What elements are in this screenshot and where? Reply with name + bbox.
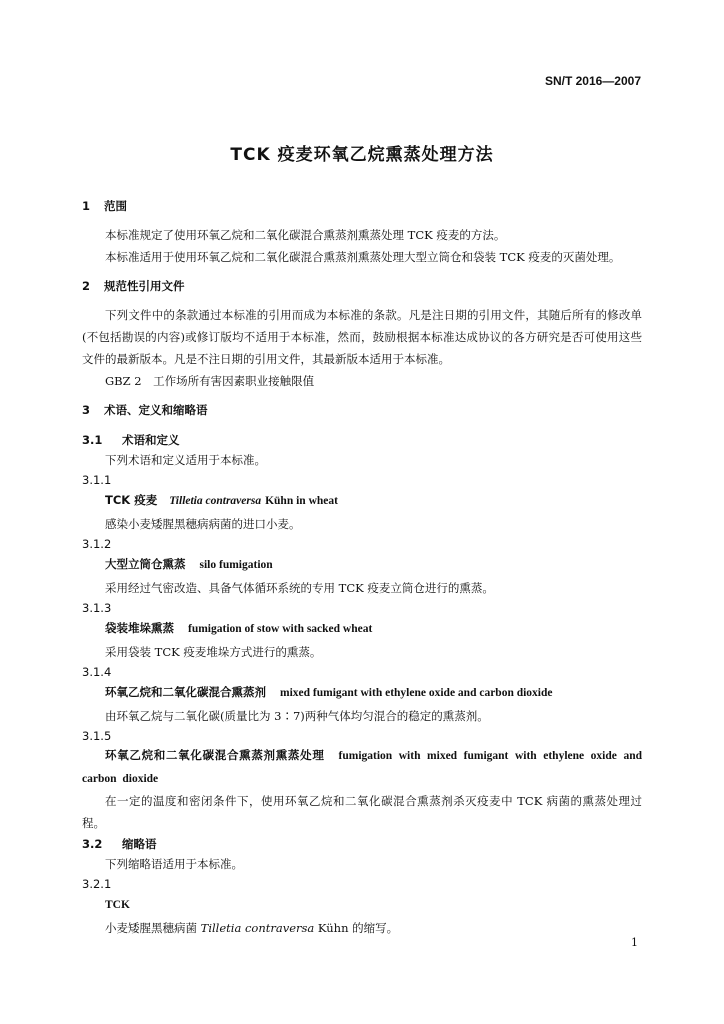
definition-text: 小麦矮腥黑穗病菌 — [105, 921, 201, 935]
term-latin: Tilletia contraversa — [169, 495, 262, 507]
term-definition: 采用经过气密改造、具备气体循环系统的专用 TCK 疫麦立筒仓进行的熏蒸。 — [105, 581, 494, 595]
term-entry-mixed-fumigant — [82, 680, 642, 704]
term-en: Kühn in wheat — [265, 495, 338, 507]
definition-text: Kühn 的缩写。 — [314, 921, 399, 935]
term-definition: 由环氧乙烷与二氧化碳(质量比为 3∶7)两种气体均匀混合的稳定的熏蒸剂。 — [105, 709, 489, 723]
abbreviations-intro: 下列缩略语适用于本标准。 — [105, 857, 243, 871]
section-number: 2 — [82, 279, 91, 293]
term-entry-mixed-fumigation — [57, 744, 642, 790]
term-number: 3.1.3 — [82, 601, 112, 615]
scope-paragraph-2: 本标准适用于使用环氧乙烷和二氧化碳混合熏蒸剂熏蒸处理大型立筒仓和袋装 TCK 疫麦的灭菌处理。 — [105, 250, 621, 264]
term-en: fumigation with mixed fumigant with ethylene oxide and carbon dioxide — [82, 750, 642, 785]
term-zh: 大型立筒仓熏蒸 — [105, 557, 186, 571]
term-en: silo fumigation — [199, 559, 273, 571]
term-number: 3.1.4 — [82, 665, 112, 679]
section-number: 3 — [82, 403, 91, 417]
scope-paragraph-1: 本标准规定了使用环氧乙烷和二氧化碳混合熏蒸剂熏蒸处理 TCK 疫麦的方法。 — [105, 228, 506, 242]
section-title: 术语、定义和缩略语 — [104, 403, 208, 417]
section-title: 规范性引用文件 — [104, 279, 185, 293]
terms-intro: 下列术语和定义适用于本标准。 — [105, 453, 266, 467]
term-number: 3.1.2 — [82, 537, 112, 551]
abbreviation: TCK — [105, 899, 130, 911]
term-number: 3.1.1 — [82, 473, 112, 487]
section-heading-3 — [82, 402, 642, 418]
term-number: 3.1.5 — [82, 729, 112, 743]
term-en: fumigation of stow with sacked wheat — [188, 623, 373, 635]
term-en: mixed fumigant with ethylene oxide and carbon dioxide — [280, 687, 553, 699]
page-number: 1 — [631, 936, 638, 949]
term-definition: 感染小麦矮腥黑穗病病菌的进口小麦。 — [105, 517, 301, 531]
section-heading-1 — [82, 198, 642, 214]
term-entry-stow-fumigation — [82, 616, 642, 640]
reference-item: GBZ 2 工作场所有害因素职业接触限值 — [105, 374, 315, 388]
subsection-heading-3-2 — [82, 836, 642, 852]
abbreviation-definition — [82, 916, 642, 940]
subsection-number: 3.1 — [82, 433, 103, 447]
subsection-title: 术语和定义 — [122, 433, 180, 447]
term-zh: TCK 疫麦 — [105, 493, 158, 507]
subsection-title: 缩略语 — [122, 837, 157, 851]
term-zh: 环氧乙烷和二氧化碳混合熏蒸剂 — [105, 685, 266, 699]
document-title: TCK 疫麦环氧乙烷熏蒸处理方法 — [230, 145, 494, 165]
normative-references-paragraph: 下列文件中的条款通过本标准的引用而成为本标准的条款。凡是注日期的引用文件，其随后所有的修改单(不包括勘误的内容)或修订版均不适用于本标准，然而，鼓励根据本标准达成协议的各方研究是否可使用这些文件的最新版本。凡是不注日期的引用文件，其最新版本适用于本标准。 — [82, 308, 642, 366]
subsection-heading-3-1 — [82, 432, 642, 448]
term-definition: 采用袋装 TCK 疫麦堆垛方式进行的熏蒸。 — [105, 645, 322, 659]
standard-code: SN/T 2016—2007 — [544, 74, 641, 88]
section-number: 1 — [82, 199, 91, 213]
term-zh: 袋装堆垛熏蒸 — [105, 621, 174, 635]
abbreviation-entry — [82, 892, 642, 916]
section-title: 范围 — [104, 199, 127, 213]
term-zh: 环氧乙烷和二氧化碳混合熏蒸剂熏蒸处理 — [105, 748, 325, 762]
term-definition: 在一定的温度和密闭条件下，使用环氧乙烷和二氧化碳混合熏蒸剂杀灭疫麦中 TCK 病菌的熏蒸处理过程。 — [82, 794, 642, 830]
abbreviation-number: 3.2.1 — [82, 877, 112, 891]
term-entry-tck-wheat — [82, 488, 642, 512]
document-body — [82, 198, 642, 940]
term-entry-silo-fumigation — [82, 552, 642, 576]
subsection-number: 3.2 — [82, 837, 103, 851]
latin-name: Tilletia contraversa — [200, 921, 315, 935]
section-heading-2 — [82, 278, 642, 294]
